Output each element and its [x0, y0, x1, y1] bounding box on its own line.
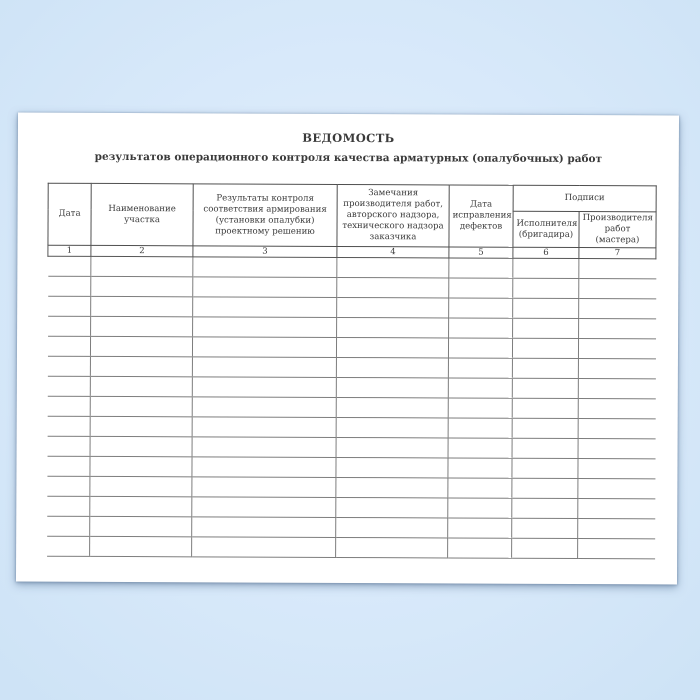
empty-data-cell: [91, 256, 193, 276]
empty-data-cell: [512, 358, 578, 378]
empty-data-cell: [512, 498, 578, 518]
header-cell-date: Дата: [48, 183, 91, 245]
empty-data-cell: [336, 357, 448, 377]
empty-data-cell: [336, 417, 448, 437]
empty-data-cell: [48, 276, 91, 296]
empty-data-cell: [579, 319, 656, 339]
empty-data-cell: [90, 336, 192, 356]
empty-table-row: [48, 316, 656, 339]
empty-data-cell: [448, 338, 512, 358]
empty-data-cell: [579, 279, 656, 299]
header-cell-executor-signature: Исполнителя (бригадира): [513, 211, 579, 247]
empty-table-row: [47, 336, 655, 359]
empty-data-cell: [90, 456, 192, 476]
empty-data-cell: [193, 257, 337, 278]
empty-data-cell: [192, 357, 336, 378]
empty-data-cell: [192, 497, 336, 518]
empty-data-cell: [512, 478, 578, 498]
empty-data-cell: [448, 478, 512, 498]
empty-data-cell: [91, 316, 193, 336]
empty-data-cell: [579, 299, 656, 319]
empty-data-cell: [47, 376, 90, 396]
header-cell-supervision-remarks: Замечания производителя работ, авторского надзора, технического надзора заказчика: [337, 184, 449, 246]
empty-data-cell: [193, 317, 337, 338]
empty-data-cell: [578, 539, 655, 559]
header-cell-section-name: Наименование участка: [91, 183, 193, 245]
empty-data-cell: [337, 257, 449, 277]
empty-data-cell: [48, 296, 91, 316]
empty-data-cell: [448, 438, 512, 458]
empty-table-row: [47, 356, 655, 379]
empty-data-cell: [336, 517, 448, 537]
empty-data-cell: [192, 337, 336, 358]
empty-data-cell: [578, 479, 655, 499]
empty-table-row: [47, 436, 655, 459]
empty-data-cell: [578, 519, 655, 539]
empty-data-cell: [337, 297, 449, 317]
empty-data-cell: [448, 518, 512, 538]
empty-data-cell: [512, 458, 578, 478]
empty-data-cell: [192, 417, 336, 438]
empty-data-cell: [192, 517, 336, 538]
empty-data-cell: [337, 277, 449, 297]
empty-data-cell: [192, 437, 336, 458]
empty-data-cell: [336, 437, 448, 457]
empty-table-row: [48, 276, 656, 299]
header-cell-signatures-group: Подписи: [513, 185, 656, 212]
empty-data-cell: [47, 476, 90, 496]
empty-data-cell: [193, 297, 337, 318]
empty-data-cell: [578, 359, 655, 379]
form-subtitle: результатов операционного контроля качества арматурных (опалубочных) работ: [94, 150, 603, 166]
empty-data-cell: [90, 476, 192, 496]
control-results-table: [46, 183, 657, 560]
empty-data-cell: [90, 416, 192, 436]
empty-data-cell: [90, 356, 192, 376]
empty-data-cell: [448, 358, 512, 378]
header-cell-producer-signature: Производителя работ (мастера): [579, 212, 656, 248]
empty-data-cell: [192, 397, 336, 418]
empty-data-cell: [48, 316, 91, 336]
empty-table-row: [47, 376, 655, 399]
empty-data-cell: [336, 537, 448, 557]
empty-data-cell: [336, 337, 448, 357]
empty-data-cell: [512, 438, 578, 458]
empty-data-cell: [192, 377, 336, 398]
empty-data-cell: [47, 356, 90, 376]
empty-table-row: [47, 536, 655, 559]
empty-table-row: [47, 496, 655, 519]
empty-data-cell: [90, 376, 192, 396]
empty-data-cell: [91, 296, 193, 316]
empty-data-cell: [512, 538, 578, 558]
empty-data-cell: [90, 436, 192, 456]
empty-data-cell: [47, 456, 90, 476]
empty-data-cell: [90, 516, 192, 536]
empty-data-cell: [48, 256, 91, 276]
empty-data-cell: [193, 277, 337, 298]
column-number-cell: 5: [449, 247, 513, 258]
paper-sheet: [16, 113, 679, 585]
empty-data-cell: [47, 416, 90, 436]
empty-data-cell: [336, 397, 448, 417]
column-number-cell: 2: [91, 245, 193, 256]
empty-data-cell: [448, 378, 512, 398]
empty-data-cell: [192, 457, 336, 478]
column-number-cell: 3: [193, 246, 337, 258]
empty-data-cell: [337, 317, 449, 337]
empty-data-cell: [336, 457, 448, 477]
empty-data-cell: [513, 298, 579, 318]
column-number-cell: 1: [48, 245, 91, 256]
empty-data-cell: [90, 396, 192, 416]
empty-data-cell: [578, 379, 655, 399]
form-title: ВЕДОМОСТЬ: [302, 130, 395, 146]
empty-data-cell: [513, 258, 579, 278]
empty-data-cell: [448, 418, 512, 438]
empty-table-row: [47, 476, 655, 499]
empty-data-cell: [449, 318, 513, 338]
empty-data-cell: [47, 436, 90, 456]
empty-data-cell: [513, 318, 579, 338]
empty-data-cell: [47, 396, 90, 416]
column-number-cell: 7: [579, 248, 656, 259]
column-number-cell: 4: [337, 246, 449, 257]
column-number-cell: 6: [513, 247, 579, 258]
empty-data-cell: [90, 536, 192, 556]
empty-data-cell: [513, 278, 579, 298]
empty-data-cell: [579, 259, 656, 279]
empty-data-cell: [336, 497, 448, 517]
empty-data-cell: [512, 518, 578, 538]
empty-data-cell: [90, 496, 192, 516]
empty-data-cell: [448, 538, 512, 558]
empty-data-cell: [449, 258, 513, 278]
empty-data-cell: [512, 338, 578, 358]
empty-data-cell: [449, 278, 513, 298]
header-cell-defect-correction-date: Дата исправления дефектов: [449, 185, 513, 247]
table-header-row: [48, 183, 656, 212]
empty-data-cell: [578, 419, 655, 439]
empty-table-row: [48, 296, 656, 319]
empty-data-cell: [512, 398, 578, 418]
empty-data-cell: [449, 298, 513, 318]
empty-data-cell: [578, 459, 655, 479]
empty-data-cell: [47, 496, 90, 516]
empty-table-row: [47, 416, 655, 439]
empty-data-cell: [578, 399, 655, 419]
empty-data-cell: [47, 516, 90, 536]
empty-data-cell: [512, 378, 578, 398]
empty-data-cell: [336, 477, 448, 497]
empty-data-cell: [578, 439, 655, 459]
empty-data-cell: [336, 377, 448, 397]
empty-data-cell: [448, 498, 512, 518]
header-cell-control-results: Результаты контроля соответствия армирования (установки опалубки) проектному решению: [193, 184, 337, 247]
empty-data-cell: [91, 276, 193, 296]
empty-table-row: [47, 516, 655, 539]
empty-data-cell: [512, 418, 578, 438]
empty-table-row: [48, 256, 656, 279]
empty-table-row: [47, 456, 655, 479]
empty-data-cell: [192, 537, 336, 558]
empty-data-cell: [578, 499, 655, 519]
empty-data-cell: [448, 458, 512, 478]
empty-table-row: [47, 396, 655, 419]
empty-data-cell: [448, 398, 512, 418]
empty-data-cell: [192, 477, 336, 498]
empty-data-cell: [47, 536, 90, 556]
empty-data-cell: [578, 339, 655, 359]
empty-data-cell: [47, 336, 90, 356]
